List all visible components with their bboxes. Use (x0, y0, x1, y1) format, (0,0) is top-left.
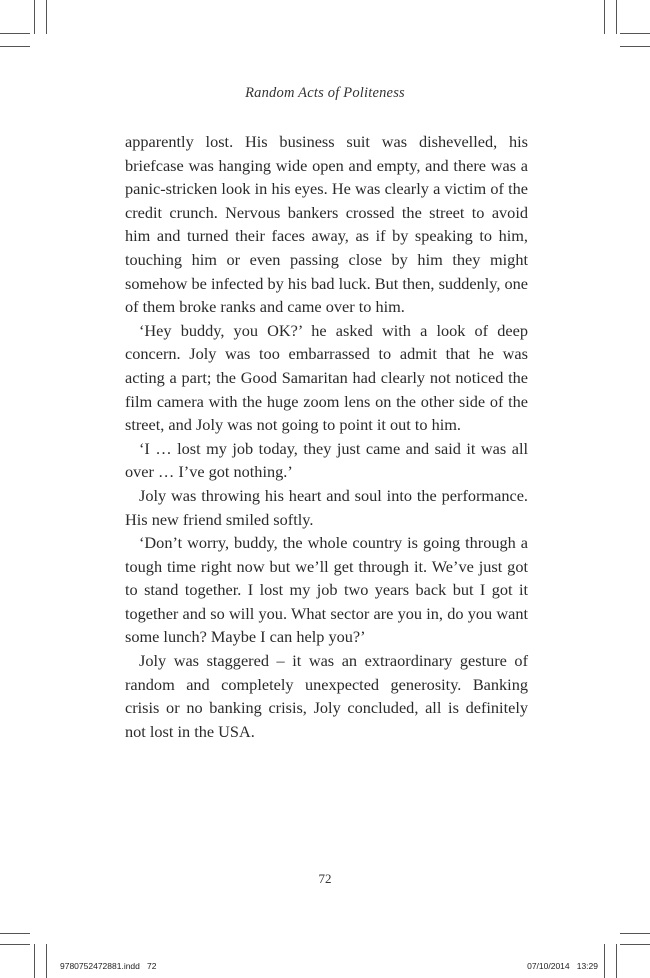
paragraph: Joly was throwing his heart and soul into the performance. His new friend smiled softly. (125, 485, 528, 529)
crop-mark (46, 944, 47, 978)
crop-mark (620, 46, 650, 47)
crop-mark (46, 0, 47, 34)
crop-mark (0, 944, 30, 945)
body-text (125, 130, 528, 743)
paragraph: ‘Don’t worry, buddy, the whole country is going through a tough time right now but we’ll get through it. We’ve just got to stand together. I lost my job two years back but I got it together and so will you. What sector are you in, do you want some lunch? Maybe I can help you?’ (125, 533, 528, 647)
crop-mark (604, 944, 605, 978)
paragraph: Joly was staggered – it was an extraordinary gesture of random and completely unexpected generosity. Banking crisis or no banking crisis, Joly concluded, all is definitely not lost in the USA. (125, 651, 528, 741)
slug-filename: 9780752472881.indd 72 (60, 961, 157, 971)
paragraph: ‘Hey buddy, you OK?’ he asked with a look of deep concern. Joly was too embarrassed to admit that he was acting a part; the Good Samaritan had clearly not noticed the film camera with the huge zoom lens on the other side of the street, and Joly was not going to point it out to him. (125, 320, 528, 435)
crop-mark (34, 0, 35, 34)
crop-mark (620, 933, 650, 934)
paragraph: ‘I … lost my job today, they just came and said it was all over … I’ve got nothing.’ (125, 438, 528, 482)
crop-mark (604, 0, 605, 34)
crop-mark (620, 33, 650, 34)
crop-mark (0, 933, 30, 934)
slug-datetime: 07/10/2014 13:29 (527, 961, 598, 971)
crop-mark (620, 944, 650, 945)
crop-mark (616, 0, 617, 34)
crop-mark (616, 944, 617, 978)
paragraph: apparently lost. His business suit was dishevelled, his briefcase was hanging wide open and empty, and there was a panic-stricken look in his eyes. He was clearly a victim of the credit crunch. Nervous bankers crossed the street to avoid him and turned their faces away, as if by speaking to him, touching him or even passing close by him they might somehow be infected by his bad luck. But then, suddenly, one of them broke ranks and came over to him. (125, 132, 528, 317)
running-head: Random Acts of Politeness (245, 85, 405, 101)
crop-mark (0, 33, 30, 34)
page-number: 72 (318, 871, 332, 886)
crop-mark (0, 46, 30, 47)
crop-mark (34, 944, 35, 978)
